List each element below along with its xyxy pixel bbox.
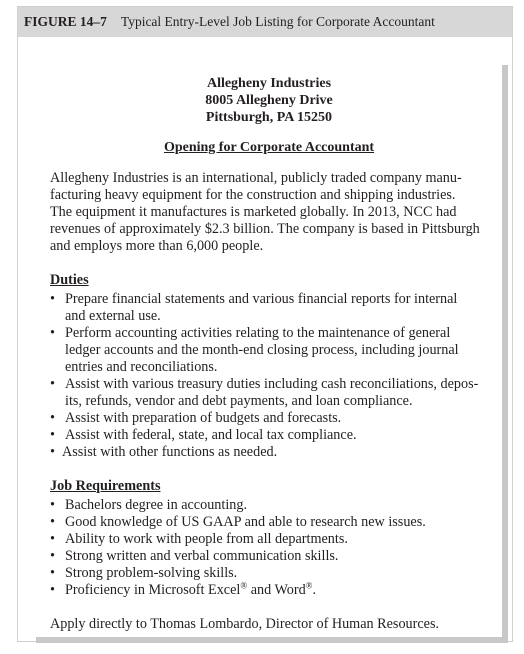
requirement-line: • Strong problem-solving skills. (65, 565, 238, 581)
duty-item (50, 291, 488, 325)
requirements-list (50, 497, 488, 599)
duties-list (50, 291, 488, 461)
duty-line: • Assist with federal, state, and local tax compliance. (65, 427, 357, 443)
requirement-item (50, 565, 488, 582)
intro-line: Allegheny Industries is an international, publicly traded company manu- (50, 170, 462, 186)
duty-item (50, 325, 488, 376)
requirement-text: . (312, 582, 317, 598)
duty-line: ledger accounts and the month-end closing process, including journal (65, 342, 459, 358)
intro-line: revenues of approximately $2.3 billion. The company is based in Pittsburgh (50, 221, 480, 237)
requirement-item (50, 582, 488, 599)
requirement-line: • Ability to work with people from all departments. (65, 531, 348, 547)
company-city: Pittsburgh, PA 15250 (205, 110, 333, 125)
intro-line: and employs more than 6,000 people. (50, 238, 264, 254)
requirement-line: • Good knowledge of US GAAP and able to research new issues. (65, 514, 426, 530)
duty-line: entries and reconciliations. (65, 359, 218, 375)
job-listing-content (36, 65, 502, 633)
duty-line: • Assist with various treasury duties including cash reconciliations, depos- (65, 376, 479, 392)
requirement-line (65, 582, 488, 599)
figure-box (17, 6, 513, 642)
requirement-item (50, 531, 488, 548)
opening-title: Opening for Corporate Accountant (163, 140, 375, 155)
duty-line: • Prepare financial statements and various financial reports for internal (65, 291, 458, 307)
duty-item (50, 427, 488, 444)
figure-label: FIGURE 14–7 (24, 14, 107, 29)
figure-header (18, 7, 512, 37)
duty-line: and external use. (65, 308, 161, 324)
registered-mark: ® (305, 580, 313, 591)
figure-caption: Typical Entry-Level Job Listing for Corporate Accountant (120, 14, 435, 29)
company-name: Allegheny Industries (206, 76, 332, 91)
company-street: 8005 Allegheny Drive (205, 93, 333, 108)
apply-instructions: Apply directly to Thomas Lombardo, Director of Human Resources. (50, 616, 440, 632)
requirement-text: Proficiency in Microsoft Excel (65, 582, 241, 598)
duty-item (50, 376, 488, 410)
company-address (50, 75, 488, 126)
requirement-line: • Bachelors degree in accounting. (65, 497, 247, 513)
requirements-title: Job Requirements (50, 478, 161, 494)
requirement-text: and Word (247, 582, 306, 598)
duty-line: • Assist with other functions as needed. (62, 444, 278, 460)
job-listing-page (36, 65, 508, 643)
registered-mark: ® (240, 580, 248, 591)
duty-item (50, 444, 488, 461)
intro-paragraph (50, 170, 488, 255)
duty-line: • Perform accounting activities relating to the maintenance of general (65, 325, 451, 341)
requirement-line: • Strong written and verbal communication skills. (65, 548, 339, 564)
duty-item (50, 410, 488, 427)
intro-line: The equipment it manufactures is marketed globally. In 2013, NCC had (50, 204, 457, 220)
requirement-item (50, 497, 488, 514)
duties-title: Duties (50, 272, 89, 288)
intro-line: facturing heavy equipment for the construction and shipping industries. (50, 187, 456, 203)
duty-line: its, refunds, vendor and debt payments, and loan compliance. (65, 393, 413, 409)
duty-line: • Assist with preparation of budgets and forecasts. (65, 410, 342, 426)
requirement-item (50, 514, 488, 531)
requirement-item (50, 548, 488, 565)
